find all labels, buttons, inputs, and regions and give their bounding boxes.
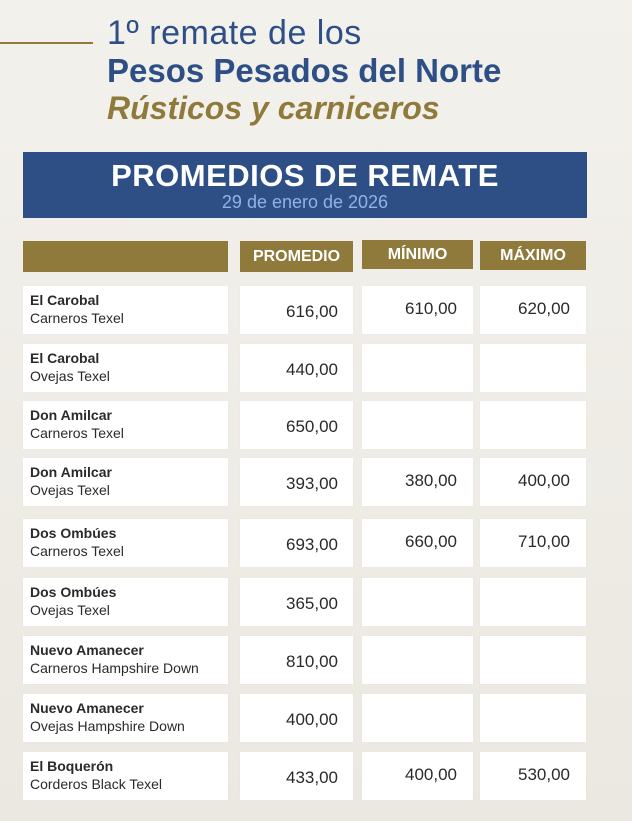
row-maximo-cell xyxy=(480,519,586,567)
column-header-minimo: MÍNIMO xyxy=(362,240,473,269)
decorative-rule xyxy=(0,42,93,44)
row-maximo-cell xyxy=(480,458,586,506)
row-promedio-value: 616,00 xyxy=(286,302,338,321)
row-name-cell xyxy=(23,458,228,506)
row-maximo-value: 530,00 xyxy=(518,765,570,784)
row-establishment: El Carobal xyxy=(30,350,100,366)
row-minimo-value: 660,00 xyxy=(405,532,457,551)
row-maximo-cell xyxy=(480,401,586,449)
row-minimo-cell xyxy=(362,401,473,449)
banner-title: PROMEDIOS DE REMATE xyxy=(111,158,499,193)
row-maximo-value: 400,00 xyxy=(518,471,570,490)
row-establishment: Nuevo Amanecer xyxy=(30,700,144,716)
row-promedio-value: 650,00 xyxy=(286,417,338,436)
column-header-maximo: MÁXIMO xyxy=(480,241,586,270)
row-maximo-cell xyxy=(480,344,586,392)
row-name-cell xyxy=(23,752,228,800)
row-promedio-value: 440,00 xyxy=(286,360,338,379)
row-name-cell xyxy=(23,401,228,449)
row-establishment: Don Amilcar xyxy=(30,464,112,480)
row-maximo-value: 710,00 xyxy=(518,532,570,551)
column-header-name xyxy=(23,241,228,272)
row-name-cell xyxy=(23,636,228,684)
row-category: Carneros Texel xyxy=(30,543,124,559)
row-promedio-cell xyxy=(240,458,353,506)
row-maximo-cell xyxy=(480,578,586,626)
row-promedio-cell xyxy=(240,286,353,334)
row-category: Carneros Hampshire Down xyxy=(30,660,199,676)
row-promedio-value: 400,00 xyxy=(286,710,338,729)
row-establishment: El Carobal xyxy=(30,292,100,308)
row-minimo-cell xyxy=(362,286,473,334)
row-minimo-cell xyxy=(362,752,473,800)
row-minimo-value: 610,00 xyxy=(405,299,457,318)
row-category: Carneros Texel xyxy=(30,310,124,326)
row-establishment: El Boquerón xyxy=(30,758,114,774)
row-category: Ovejas Texel xyxy=(30,602,110,618)
row-establishment: Don Amilcar xyxy=(30,407,112,423)
row-minimo-cell xyxy=(362,578,473,626)
banner-date: 29 de enero de 2026 xyxy=(221,192,389,212)
row-name-cell xyxy=(23,286,228,334)
row-minimo-cell xyxy=(362,694,473,742)
row-promedio-cell xyxy=(240,401,353,449)
row-promedio-cell xyxy=(240,636,353,684)
row-promedio-value: 393,00 xyxy=(286,474,338,493)
title-line-1: 1º remate de los xyxy=(107,14,362,52)
row-category: Carneros Texel xyxy=(30,425,124,441)
row-promedio-cell xyxy=(240,578,353,626)
row-promedio-cell xyxy=(240,752,353,800)
row-minimo-cell xyxy=(362,344,473,392)
row-promedio-value: 693,00 xyxy=(286,535,338,554)
title-line-3: Rústicos y carniceros xyxy=(107,90,440,126)
row-category: Corderos Black Texel xyxy=(30,776,163,792)
row-name-cell xyxy=(23,578,228,626)
row-maximo-value: 620,00 xyxy=(518,299,570,318)
row-promedio-cell xyxy=(240,344,353,392)
row-promedio-value: 365,00 xyxy=(286,594,338,613)
row-minimo-cell xyxy=(362,636,473,684)
row-maximo-cell xyxy=(480,694,586,742)
row-category: Ovejas Texel xyxy=(30,368,110,384)
row-minimo-cell xyxy=(362,458,473,506)
row-promedio-value: 810,00 xyxy=(286,652,338,671)
row-minimo-value: 400,00 xyxy=(405,765,457,784)
row-promedio-value: 433,00 xyxy=(286,768,338,787)
row-maximo-cell xyxy=(480,636,586,684)
row-minimo-cell xyxy=(362,519,473,567)
row-maximo-cell xyxy=(480,286,586,334)
row-promedio-cell xyxy=(240,694,353,742)
row-establishment: Nuevo Amanecer xyxy=(30,642,144,658)
row-minimo-value: 380,00 xyxy=(405,471,457,490)
title-line-2: Pesos Pesados del Norte xyxy=(107,52,502,89)
column-header-promedio: PROMEDIO xyxy=(240,241,353,272)
results-banner xyxy=(23,152,587,218)
row-name-cell xyxy=(23,519,228,567)
row-establishment: Dos Ombúes xyxy=(30,525,117,541)
row-name-cell xyxy=(23,694,228,742)
row-establishment: Dos Ombúes xyxy=(30,584,117,600)
row-promedio-cell xyxy=(240,519,353,567)
row-maximo-cell xyxy=(480,752,586,800)
row-category: Ovejas Texel xyxy=(30,482,110,498)
row-name-cell xyxy=(23,344,228,392)
row-category: Ovejas Hampshire Down xyxy=(30,718,185,734)
